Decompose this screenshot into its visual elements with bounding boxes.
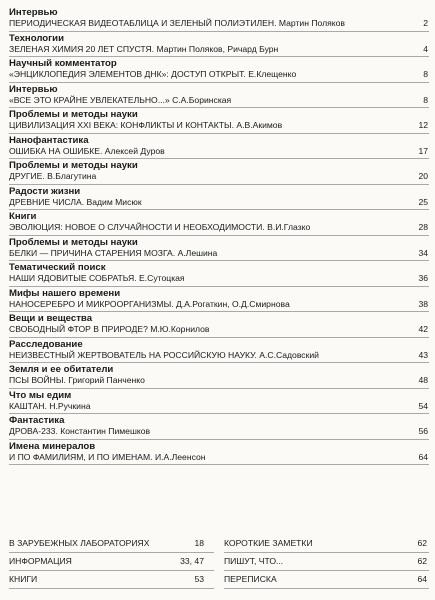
article-title: СВОБОДНЫЙ ФТОР В ПРИРОДЕ? bbox=[9, 324, 148, 334]
rubric-label: ИНФОРМАЦИЯ bbox=[9, 556, 72, 566]
article-title: И ПО ФАМИЛИЯМ, И ПО ИМЕНАМ. bbox=[9, 451, 153, 462]
article-title: ПЕРИОДИЧЕСКАЯ ВИДЕОТАБЛИЦА И ЗЕЛЕНЫЙ ПОЛИЭТИЛЕН. bbox=[9, 18, 277, 28]
article-title: НЕИЗВЕСТНЫЙ ЖЕРТВОВАТЕЛЬ НА РОССИЙСКУЮ НАУКУ. bbox=[9, 349, 257, 360]
page-number: 2 bbox=[423, 18, 428, 28]
toc-entry bbox=[9, 210, 429, 236]
article-author: Вадим Мисюк bbox=[86, 196, 142, 207]
toc-entry bbox=[9, 363, 429, 389]
article-title: ЭВОЛЮЦИЯ: НОВОЕ О СЛУЧАЙНОСТИ И НЕОБХОДИМОСТИ. bbox=[9, 222, 265, 232]
article-line[interactable] bbox=[9, 44, 429, 55]
page-number: 43 bbox=[418, 349, 428, 360]
toc-entry bbox=[9, 261, 429, 287]
toc-entry bbox=[9, 32, 429, 58]
page-number: 28 bbox=[418, 222, 428, 232]
article-title: НАНОСЕРЕБРО И МИКРООРГАНИЗМЫ. bbox=[9, 298, 174, 309]
section-title: Проблемы и методы науки bbox=[9, 109, 138, 120]
section-title: Мифы нашего времени bbox=[9, 287, 121, 299]
article-title: ДРЕВНИЕ ЧИСЛА. bbox=[9, 196, 85, 207]
page-number: 36 bbox=[418, 273, 428, 283]
toc-entry bbox=[9, 108, 429, 134]
page-number: 48 bbox=[418, 375, 428, 385]
page-number: 56 bbox=[418, 426, 428, 436]
article-author: А.С.Садовский bbox=[259, 349, 319, 360]
rubric-row[interactable] bbox=[9, 571, 214, 589]
article-line[interactable] bbox=[9, 146, 429, 157]
toc-entry bbox=[9, 389, 429, 415]
page-number: 54 bbox=[418, 400, 428, 411]
article-line[interactable] bbox=[9, 426, 429, 437]
rubric-row[interactable] bbox=[9, 535, 214, 553]
article-author: В.И.Глазко bbox=[267, 222, 311, 232]
article-line[interactable] bbox=[9, 350, 429, 361]
article-line[interactable] bbox=[9, 171, 429, 182]
toc-entry bbox=[9, 414, 429, 440]
article-line[interactable] bbox=[9, 95, 429, 106]
rubric-label: КНИГИ bbox=[9, 574, 38, 584]
section-title: Проблемы и методы науки bbox=[9, 236, 138, 248]
article-title: ОШИБКА НА ОШИБКЕ. bbox=[9, 145, 103, 156]
rubric-page: 33, 47 bbox=[180, 556, 204, 566]
rubric-label: ПИШУТ, ЧТО... bbox=[224, 556, 284, 566]
article-title: КАШТАН. bbox=[9, 400, 47, 411]
article-line[interactable] bbox=[9, 18, 429, 29]
article-line[interactable] bbox=[9, 401, 429, 412]
rubric-page: 62 bbox=[417, 538, 427, 548]
section-title: Радости жизни bbox=[9, 185, 81, 197]
toc-entry bbox=[9, 83, 429, 109]
section-title: Что мы едим bbox=[9, 389, 72, 401]
table-of-contents bbox=[9, 7, 429, 465]
article-title: «ВСЕ ЭТО КРАЙНЕ УВЛЕКАТЕЛЬНО...» bbox=[9, 94, 170, 105]
article-line[interactable] bbox=[9, 69, 429, 80]
rubric-label: КОРОТКИЕ ЗАМЕТКИ bbox=[224, 538, 313, 548]
article-author: А.Лешина bbox=[177, 247, 218, 258]
section-title: Книги bbox=[9, 211, 37, 222]
article-title: ЗЕЛЕНАЯ ХИМИЯ 20 ЛЕТ СПУСТЯ. bbox=[9, 43, 155, 54]
page-number: 8 bbox=[423, 94, 428, 105]
rubric-row[interactable] bbox=[9, 553, 214, 571]
article-line[interactable] bbox=[9, 222, 429, 233]
article-author: А.В.Акимов bbox=[236, 120, 283, 130]
section-title: Земля и ее обитатели bbox=[9, 364, 114, 375]
rubric-page: 62 bbox=[417, 556, 427, 566]
section-title: Проблемы и методы науки bbox=[9, 160, 138, 171]
article-author: Е.Сутоцкая bbox=[139, 273, 185, 283]
rubric-page: 64 bbox=[417, 574, 427, 584]
toc-entry bbox=[9, 287, 429, 313]
article-line[interactable] bbox=[9, 197, 429, 208]
article-line[interactable] bbox=[9, 375, 429, 386]
section-title: Имена минералов bbox=[9, 440, 96, 452]
section-title: Интервью bbox=[9, 7, 58, 18]
page-number: 4 bbox=[423, 43, 428, 54]
article-line[interactable] bbox=[9, 120, 429, 131]
toc-entry bbox=[9, 440, 429, 466]
rubrics-column-right bbox=[224, 535, 429, 589]
article-title: ДРУГИЕ. bbox=[9, 171, 45, 181]
article-author: С.А.Боринская bbox=[172, 94, 232, 105]
page-number: 8 bbox=[423, 69, 428, 79]
section-title: Расследование bbox=[9, 338, 83, 350]
article-author: Е.Клещенко bbox=[248, 69, 297, 79]
toc-entry bbox=[9, 338, 429, 364]
article-line[interactable] bbox=[9, 452, 429, 463]
article-line[interactable] bbox=[9, 324, 429, 335]
article-author: Григорий Панченко bbox=[68, 375, 145, 385]
rubric-label: В ЗАРУБЕЖНЫХ ЛАБОРАТОРИЯХ bbox=[9, 538, 150, 548]
toc-entry bbox=[9, 134, 429, 160]
article-author: В.Благутина bbox=[47, 171, 97, 181]
page-number: 17 bbox=[418, 145, 428, 156]
rubric-label: ПЕРЕПИСКА bbox=[224, 574, 277, 584]
toc-entry bbox=[9, 159, 429, 185]
toc-entry bbox=[9, 236, 429, 262]
article-author: И.А.Леенсон bbox=[154, 451, 206, 462]
rubrics-column-left bbox=[9, 535, 214, 589]
page-number: 25 bbox=[418, 196, 428, 207]
article-author: Мартин Поляков, Ричард Бурн bbox=[156, 43, 279, 54]
section-title: Интервью bbox=[9, 83, 58, 95]
article-title: НАШИ ЯДОВИТЫЕ СОБРАТЬЯ. bbox=[9, 273, 137, 283]
page-number: 12 bbox=[418, 120, 428, 130]
section-title: Нанофантастика bbox=[9, 134, 89, 146]
article-author: Константин Пимешков bbox=[60, 426, 151, 436]
section-title: Научный комментатор bbox=[9, 58, 117, 69]
article-author: Д.А.Рогаткин, О.Д.Смирнова bbox=[175, 298, 290, 309]
section-title: Вещи и вещества bbox=[9, 313, 93, 324]
rubric-page: 53 bbox=[194, 574, 204, 584]
section-title: Технологии bbox=[9, 32, 64, 44]
article-title: ЦИВИЛИЗАЦИЯ XXI ВЕКА: КОНФЛИКТЫ И КОНТАКТЫ. bbox=[9, 120, 234, 130]
article-line[interactable] bbox=[9, 273, 429, 284]
article-title: «ЭНЦИКЛОПЕДИЯ ЭЛЕМЕНТОВ ДНК»: ДОСТУП ОТКРЫТ. bbox=[9, 69, 246, 79]
rubric-row[interactable] bbox=[224, 553, 429, 571]
rubric-row[interactable] bbox=[224, 535, 429, 553]
page-number: 38 bbox=[418, 298, 428, 309]
page-number: 20 bbox=[418, 171, 428, 181]
article-line[interactable] bbox=[9, 299, 429, 310]
section-title: Тематический поиск bbox=[9, 262, 106, 273]
page-number: 64 bbox=[418, 451, 428, 462]
article-title: ПСЫ ВОЙНЫ. bbox=[9, 375, 66, 385]
toc-entry bbox=[9, 57, 429, 83]
article-title: БЕЛКИ — ПРИЧИНА СТАРЕНИЯ МОЗГА. bbox=[9, 247, 176, 258]
page-number: 42 bbox=[418, 324, 428, 334]
article-author: Алексей Дуров bbox=[104, 145, 165, 156]
toc-entry bbox=[9, 7, 429, 32]
article-title: ДРОВА-233. bbox=[9, 426, 58, 436]
article-author: Н.Ручкина bbox=[49, 400, 91, 411]
article-line[interactable] bbox=[9, 248, 429, 259]
toc-entry bbox=[9, 312, 429, 338]
article-author: М.Ю.Корнилов bbox=[150, 324, 210, 334]
toc-entry bbox=[9, 185, 429, 211]
rubric-page: 18 bbox=[194, 538, 204, 548]
page-number: 34 bbox=[418, 247, 428, 258]
article-author: Мартин Поляков bbox=[278, 18, 345, 28]
section-title: Фантастика bbox=[9, 415, 65, 426]
rubric-row[interactable] bbox=[224, 571, 429, 589]
rubrics-index bbox=[9, 535, 429, 589]
